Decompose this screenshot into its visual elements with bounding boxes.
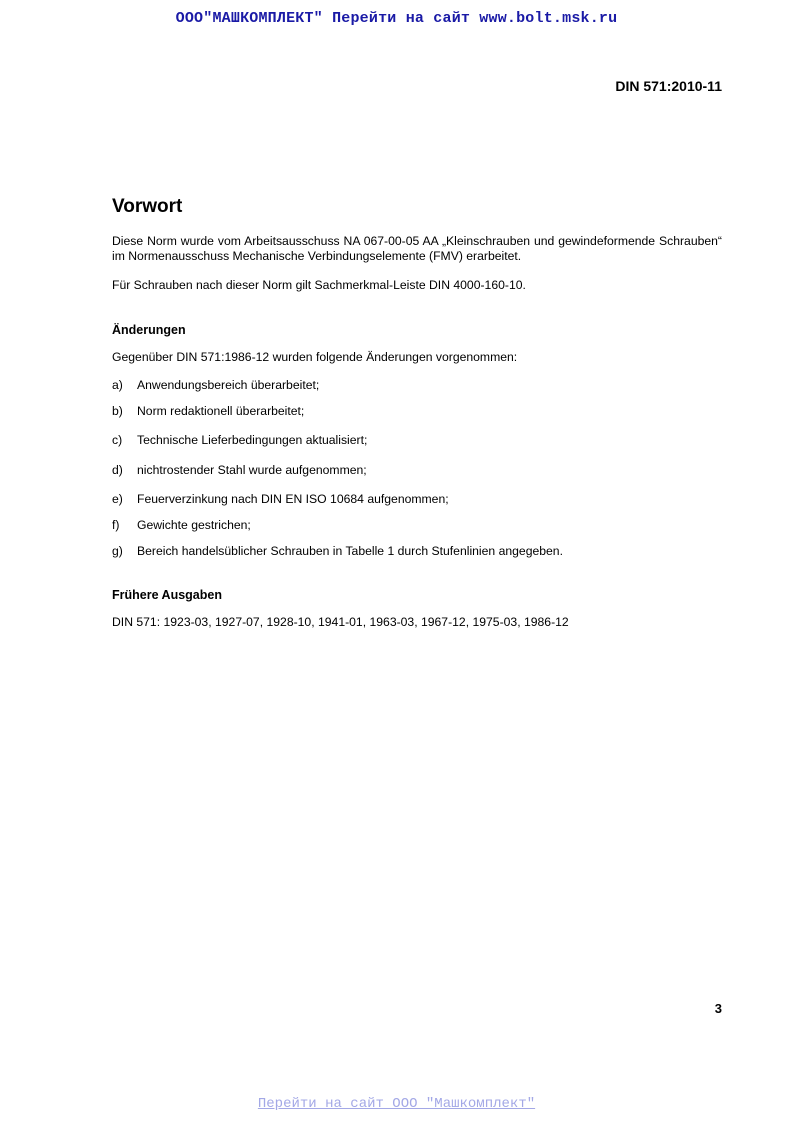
list-marker: b) bbox=[112, 404, 123, 418]
list-marker: a) bbox=[112, 378, 123, 392]
list-marker: e) bbox=[112, 492, 123, 506]
list-item bbox=[112, 492, 722, 507]
list-text: Feuerverzinkung nach DIN EN ISO 10684 aufgenommen; bbox=[137, 492, 449, 506]
foreword-paragraph-2: Für Schrauben nach dieser Norm gilt Sachmerkmal-Leiste DIN 4000-160-10. bbox=[112, 278, 526, 292]
top-site-link[interactable]: ООО"МАШКОМПЛЕКТ" Перейти на сайт www.bolt.msk.ru bbox=[175, 10, 618, 27]
list-text: Norm redaktionell überarbeitet; bbox=[137, 404, 305, 418]
foreword-title: Vorwort bbox=[112, 196, 183, 217]
list-marker: c) bbox=[112, 433, 123, 447]
list-item bbox=[112, 463, 722, 478]
list-item bbox=[112, 378, 722, 393]
list-item bbox=[112, 433, 722, 448]
page-number: 3 bbox=[714, 1001, 722, 1016]
list-marker: d) bbox=[112, 463, 123, 477]
document-id: DIN 571:2010-11 bbox=[615, 78, 722, 94]
list-text: Gewichte gestrichen; bbox=[137, 518, 251, 532]
changes-list bbox=[112, 378, 722, 559]
changes-intro: Gegenüber DIN 571:1986-12 wurden folgende Änderungen vorgenommen: bbox=[112, 350, 518, 364]
list-marker: g) bbox=[112, 544, 123, 558]
list-item bbox=[112, 404, 722, 419]
list-text: Technische Lieferbedingungen aktualisiert; bbox=[137, 433, 368, 447]
list-text: Bereich handelsüblicher Schrauben in Tabelle 1 durch Stufenlinien angegeben. bbox=[137, 544, 563, 558]
changes-heading: Änderungen bbox=[112, 323, 186, 337]
earlier-editions-heading: Frühere Ausgaben bbox=[112, 588, 222, 602]
foreword-paragraph-1: Diese Norm wurde vom Arbeitsausschuss NA 067-00-05 AA „Kleinschrauben und gewindeformende Schrauben“ im Normenausschuss Mechanische Verbindungselemente (FMV) erarbeitet. bbox=[112, 234, 722, 263]
list-item bbox=[112, 518, 722, 533]
page-content bbox=[112, 196, 722, 630]
bottom-site-link[interactable]: Перейти на сайт ООО "Машкомплект" bbox=[257, 1096, 536, 1112]
list-text: nichtrostender Stahl wurde aufgenommen; bbox=[137, 463, 367, 477]
earlier-editions-text: DIN 571: 1923-03, 1927-07, 1928-10, 1941-01, 1963-03, 1967-12, 1975-03, 1986-12 bbox=[112, 615, 569, 629]
list-marker: f) bbox=[112, 518, 120, 532]
list-item bbox=[112, 544, 722, 559]
list-text: Anwendungsbereich überarbeitet; bbox=[137, 378, 320, 392]
